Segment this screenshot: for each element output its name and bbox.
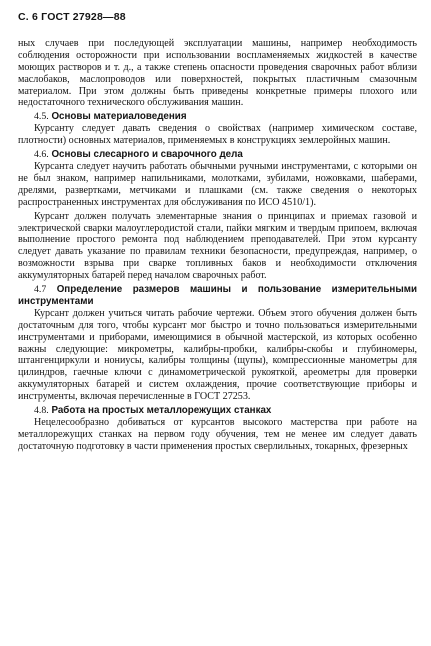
section-number: 4.6. [34, 149, 49, 161]
paragraph-measuring: Курсант должен учиться читать рабочие чертежи. Объем этого обучения должен быть достаточным для того, чтобы курсант мог быстро и точно пользоваться измерительными инструментами и приборами, имеющимися в обычной мастерской, из которых особенно важны следующие: микрометры, калибры-пробки, калибры-скобы и глубиномеры, штангенциркули и нониусы, калибры толщины (щупы), компрессионные манометры для цилиндров, гаечные ключи с динамометрической рукояткой, ареометры для проверки аккумуляторных батарей и систем охлаждения, прочие соответствующие приборы и инструменты, включая перечисленные в ГОСТ 27253. [18, 307, 417, 403]
paragraph-welding: Курсант должен получать элементарные знания о принципах и приемах газовой и электрической сварки малоуглеродистой стали, пайки мягким и твердым припоем, включая выполнение простого ремонта под наблюдением преподавателей. При этом курсанту следует давать указание по правилам техники безопасности, предупреждая, например, о возможности взрыва при сварке топливных баков и необходимости отключения аккумуляторных батарей перед началом сварочных работ. [18, 210, 417, 282]
section-title: Определение размеров машины и пользование измерительными инструментами [18, 284, 417, 307]
section-heading-4-5 [18, 111, 417, 123]
section-heading-4-6 [18, 149, 417, 161]
section-number: 4.5. [34, 111, 49, 123]
section-title: Основы материаловедения [51, 111, 187, 123]
paragraph-hand-tools: Курсанта следует научить работать обычными ручными инструментами, с которыми он не был знаком, например напильниками, молотками, зубилами, ножовками, шаберами, дрелями, развертками, метчиками и плашками (см. также сведения о некоторых распространенных инструментах для обслуживания по ИСО 4510/1). [18, 160, 417, 208]
paragraph-materials: Курсанту следует давать сведения о свойствах (например химическом составе, плотности) основных материалов, применяемых в конструкциях землеройных машин. [18, 123, 417, 147]
section-heading-4-8 [18, 405, 417, 417]
paragraph-maintenance-continuation: ных случаев при последующей эксплуатации машины, например необходимость соблюдения осторожности при использовании воспламеняемых жидкостей в качестве моющих растворов и т. д., а также степень опасности проведения сварочных работ вблизи маслобаков, маслопроводов или поверхностей, покрытых пластичным смазочным материалом. При этом должны быть приведены конкретные примеры плохого или недостаточного технического обслуживания машин. [18, 37, 417, 109]
section-heading-4-7 [18, 284, 417, 308]
paragraph-machine-tools: Нецелесообразно добиваться от курсантов высокого мастерства при работе на металлорежущих станках на первом году обучения, тем не менее им следует давать достаточную подготовку в части применения простых сверлильных, токарных, фрезерных [18, 417, 417, 452]
section-number: 4.8. [34, 405, 49, 417]
section-number: 4.7 [34, 284, 47, 296]
section-title: Основы слесарного и сварочного дела [51, 149, 243, 161]
document-page [18, 12, 417, 453]
page-header: С. 6 ГОСТ 27928—88 [18, 11, 126, 23]
section-title: Работа на простых металлорежущих станках [51, 405, 272, 417]
